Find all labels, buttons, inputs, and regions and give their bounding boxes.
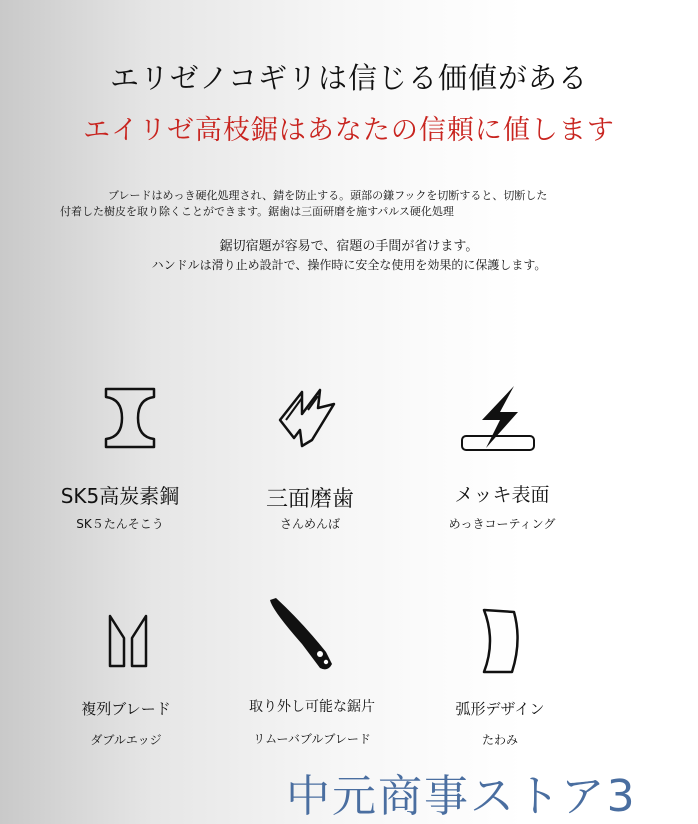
- feature-title: SK5高炭素鋼: [60, 484, 180, 508]
- feature-subtitle: たわみ: [481, 733, 518, 747]
- lightning-icon: [458, 384, 538, 456]
- removable-blade-icon: [262, 596, 342, 676]
- feature-title: 取り外し可能な鋸片: [249, 699, 375, 715]
- store-watermark: 中元商事ストア3: [286, 771, 637, 822]
- arc-icon: [478, 606, 522, 676]
- feature-title: 三面磨歯: [265, 487, 354, 512]
- description-line: 付着した樹皮を取り除くことができます。鋸歯は三面研磨を施すパルス硬化処理: [60, 205, 454, 218]
- description-block: [60, 188, 640, 220]
- i-beam-icon: [102, 385, 158, 451]
- feature-title: 弧形デザイン: [455, 700, 545, 718]
- feature-sk5: [20, 476, 220, 532]
- feature-subtitle: めっきコーティング: [448, 517, 556, 531]
- feature-subtitle: ダブルエッジ: [90, 733, 162, 747]
- description-line: 鋸切宿題が容易で、宿題の手間が省けます。: [219, 239, 479, 254]
- description-block-2: [0, 238, 698, 274]
- feature-three-sided-teeth: [210, 478, 410, 532]
- feature-plated-surface: [402, 476, 602, 532]
- double-blade-icon: [104, 608, 152, 670]
- feature-arc-design: [400, 694, 600, 748]
- main-heading: エリゼノコギリは信じる価値がある: [110, 61, 588, 95]
- saw-teeth-icon: [272, 380, 346, 452]
- feature-title: 複列ブレード: [81, 700, 171, 718]
- feature-double-blade: [26, 694, 226, 748]
- description-line: ブレードはめっき硬化処理され、錆を防止する。頭部の鎌フックを切断すると、切断した: [108, 189, 548, 202]
- feature-subtitle: SK５たんそこう: [76, 517, 164, 531]
- feature-removable-blade: [212, 692, 412, 747]
- feature-subtitle: リムーバブルブレード: [253, 732, 371, 746]
- feature-subtitle: さんめんば: [279, 517, 340, 531]
- sub-heading: エイリゼ高枝鋸はあなたの信頼に値します: [83, 115, 615, 146]
- feature-title: メッキ表面: [454, 484, 550, 506]
- description-line: ハンドルは滑り止め設計で、操作時に安全な使用を効果的に保護します。: [151, 258, 547, 272]
